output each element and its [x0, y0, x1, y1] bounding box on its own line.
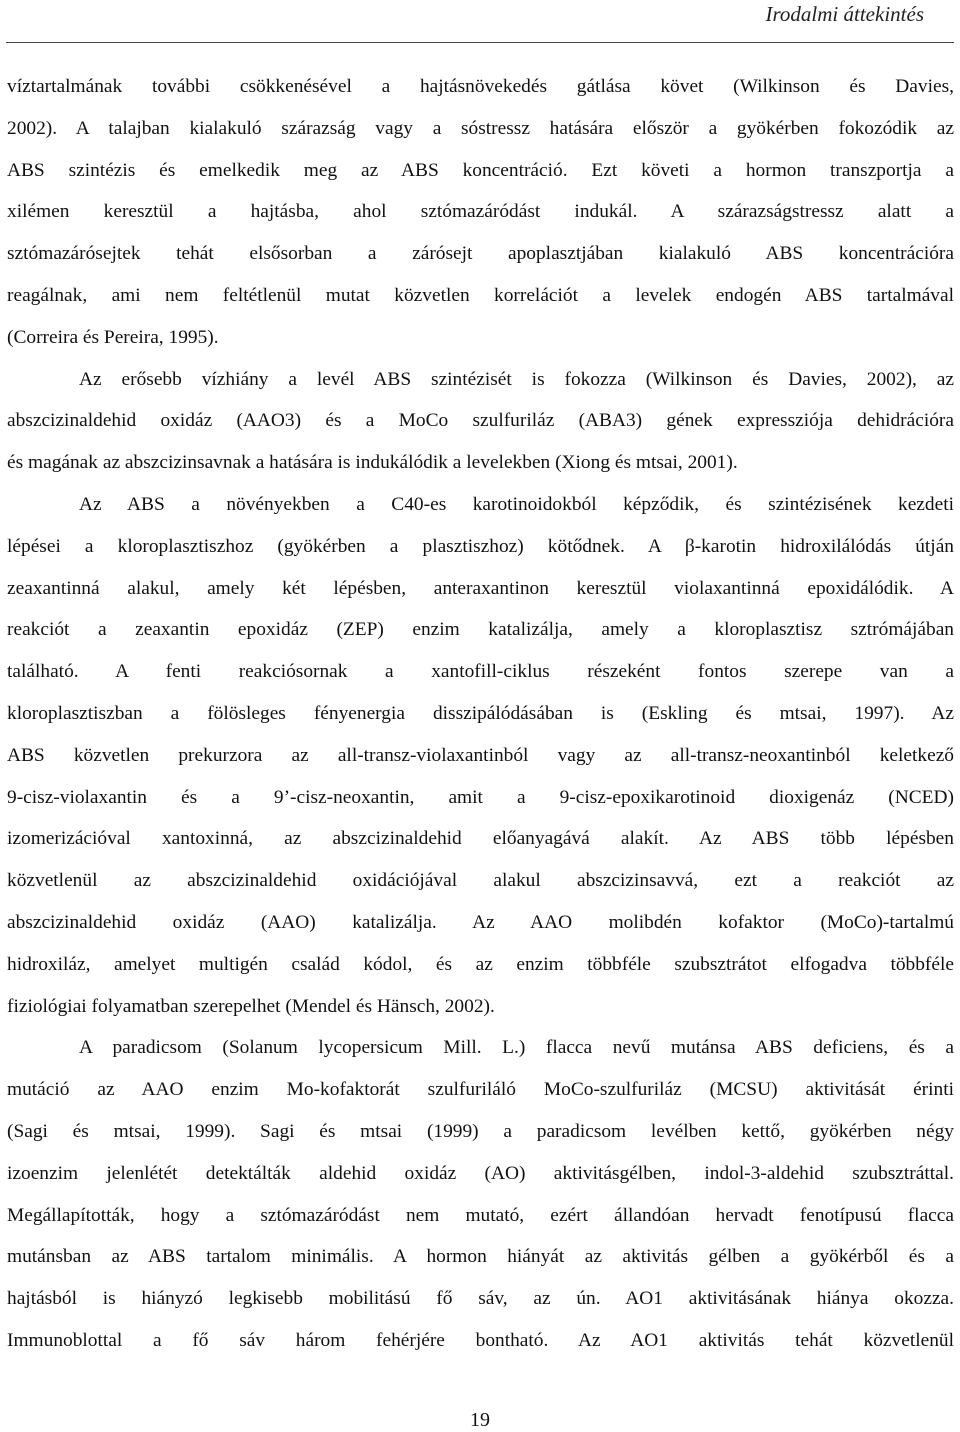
text-line: Megállapították, hogy a sztómazáródást nem mutató, ezért állandóan hervadt fenotípusú flacca — [7, 1204, 954, 1226]
text-line: reakciót a zeaxantin epoxidáz (ZEP) enzim katalizálja, amely a kloroplasztisz sztrómájában — [7, 619, 954, 641]
paragraph-2 — [7, 359, 954, 484]
text-line: közvetlenül az abszcizinaldehid oxidációjával alakul abszcizinsavvá, ezt a reakciót az — [7, 870, 954, 892]
text-line: abszcizinaldehid oxidáz (AAO3) és a MoCo szulfuriláz (ABA3) gének expressziója dehidrációra — [7, 410, 954, 432]
text-line: hajtásból is hiányzó legkisebb mobilitású fő sáv, az ún. AO1 aktivitásának hiánya okozza. — [7, 1288, 954, 1310]
text-line: ABS közvetlen prekurzora az all-transz-violaxantinból vagy az all-transz-neoxantinból keletkező — [7, 744, 954, 766]
text-line: hidroxiláz, amelyet multigén család kódol, és az enzim többféle szubsztrátot elfogadva többféle — [7, 953, 954, 975]
page-number: 19 — [470, 1409, 490, 1431]
text-line: ABS szintézis és emelkedik meg az ABS koncentráció. Ezt követi a hormon transzportja a — [7, 159, 954, 181]
text-line: mutáció az AAO enzim Mo-kofaktorát szulfuriláló MoCo-szulfuriláz (MCSU) aktivitását érinti — [7, 1079, 954, 1101]
text-line: található. A fenti reakciósornak a xantofill-ciklus részeként fontos szerepe van a — [7, 661, 954, 683]
text-line: izoenzim jelenlétét detektálták aldehid oxidáz (AO) aktivitásgélben, indol-3-aldehid szubsztráttal. — [7, 1162, 954, 1184]
text-line: sztómazárósejtek tehát elsősorban a zárósejt apoplasztjában kialakuló ABS koncentrációra — [7, 243, 954, 265]
text-line: A paradicsom (Solanum lycopersicum Mill. L.) flacca nevű mutánsa ABS deficiens, és a — [79, 1037, 954, 1059]
text-line: 9-cisz-violaxantin és a 9’-cisz-neoxantin, amit a 9-cisz-epoxikarotinoid dioxigenáz (NCED) — [7, 786, 954, 808]
header-rule — [6, 42, 954, 43]
text-line: xilémen keresztül a hajtásba, ahol sztómazáródást indukál. A szárazságstressz alatt a — [7, 201, 954, 223]
text-line: Az ABS a növényekben a C40-es karotinoidokból képződik, és szintézisének kezdeti — [79, 493, 954, 515]
text-line: (Sagi és mtsai, 1999). Sagi és mtsai (1999) a paradicsom levélben kettő, gyökérben négy — [7, 1120, 954, 1142]
text-line: abszcizinaldehid oxidáz (AAO) katalizálja. Az AAO molibdén kofaktor (MoCo)-tartalmú — [7, 911, 954, 933]
text-line: víztartalmának további csökkenésével a hajtásnövekedés gátlása követ (Wilkinson és Davies, — [7, 76, 954, 97]
text-line: Az erősebb vízhiány a levél ABS szintézisét is fokozza (Wilkinson és Davies, 2002), az — [79, 368, 954, 390]
paragraph-4 — [7, 1027, 954, 1361]
text-line: (Correira és Pereira, 1995). — [7, 326, 219, 348]
paragraph-3 — [7, 484, 954, 1027]
text-line: lépései a kloroplasztiszhoz (gyökérben a plasztiszhoz) kötődnek. A β-karotin hidroxilálódás útján — [7, 535, 954, 557]
text-line: zeaxantinná alakul, amely két lépésben, anteraxantinon keresztül violaxantinná epoxidálódik. A — [7, 577, 954, 599]
text-line: 2002). A talajban kialakuló szárazság vagy a sóstressz hatására először a gyökérben fokozódik az — [7, 117, 954, 139]
body-text — [7, 66, 954, 1362]
text-line: fiziológiai folyamatban szerepelhet (Mendel és Hänsch, 2002). — [7, 995, 495, 1017]
text-line: reagálnak, ami nem feltétlenül mutat közvetlen korrelációt a levelek endogén ABS tartalmával — [7, 284, 954, 306]
text-line: kloroplasztiszban a fölösleges fényenergia disszipálódásában is (Eskling és mtsai, 1997). Az — [7, 702, 954, 724]
running-header: Irodalmi áttekintés — [765, 2, 924, 26]
text-line: és magának az abszcizinsavnak a hatására is indukálódik a levelekben (Xiong és mtsai, 2001). — [7, 452, 738, 474]
text-line: Immunoblottal a fő sáv három fehérjére bontható. Az AO1 aktivitás tehát közvetlenül — [7, 1329, 954, 1351]
text-line: mutánsban az ABS tartalom minimális. A hormon hiányát az aktivitás gélben a gyökérből és a — [7, 1246, 954, 1268]
text-line: izomerizációval xantoxinná, az abszcizinaldehid előanyagává alakít. Az ABS több lépésben — [7, 828, 954, 850]
paragraph-1 — [7, 66, 954, 359]
